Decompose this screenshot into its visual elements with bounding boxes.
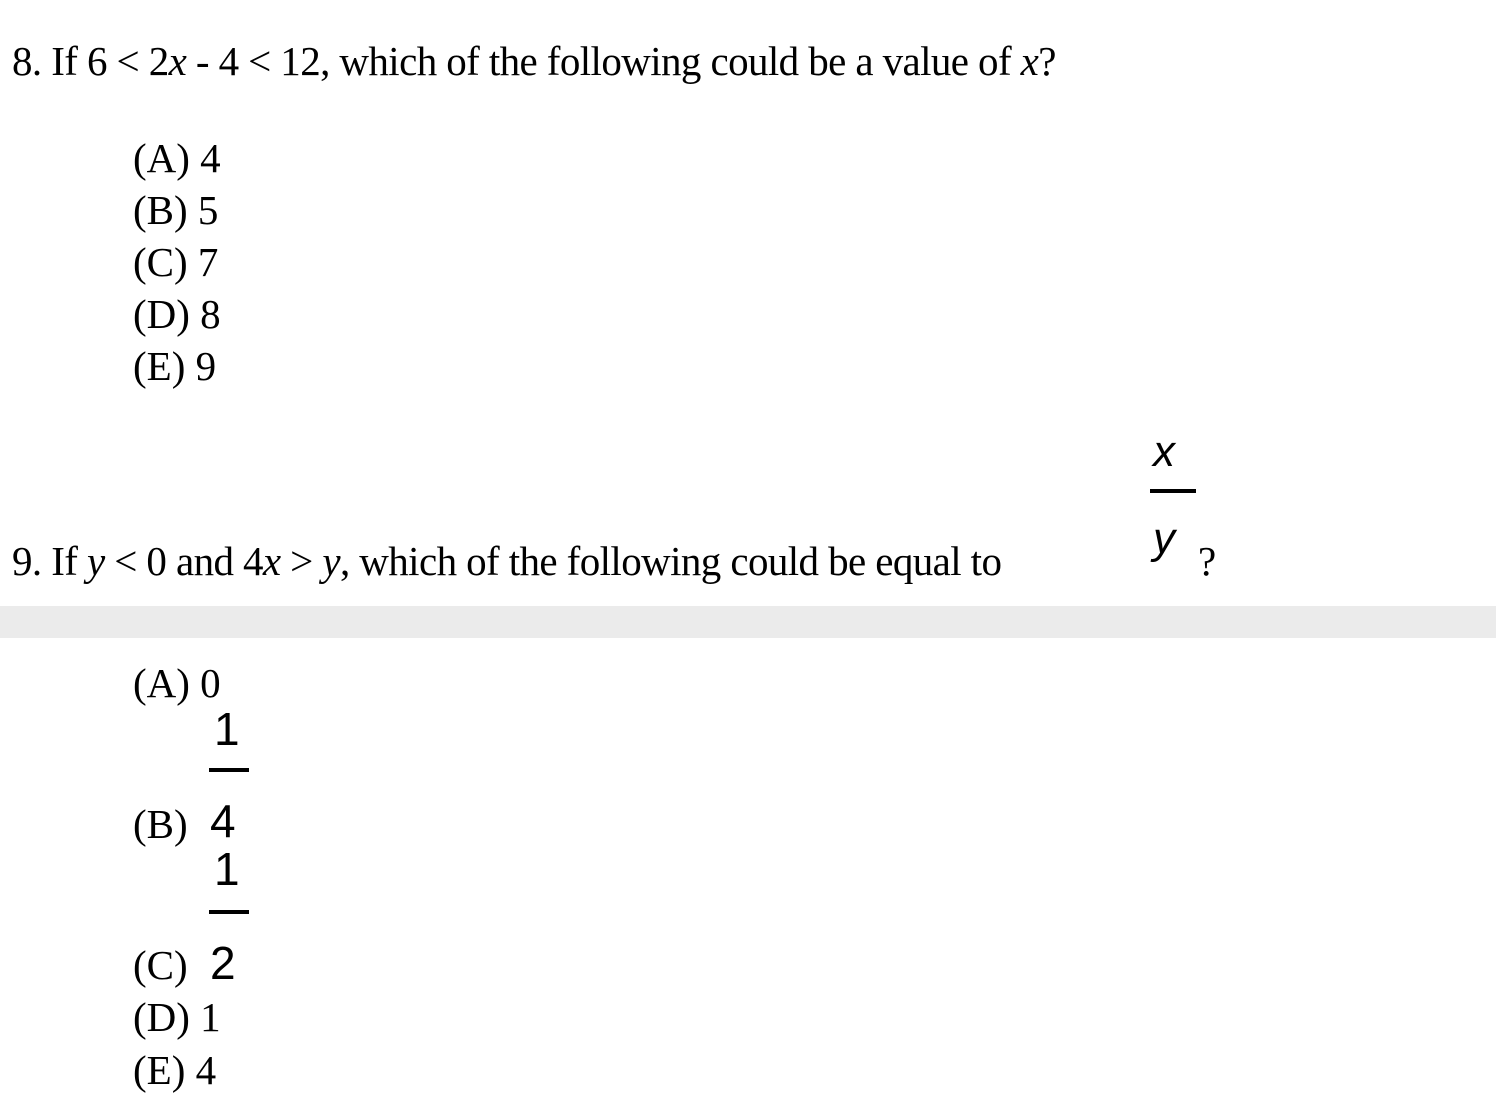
choice-letter: (C) bbox=[133, 239, 188, 285]
fraction-numerator: 1 bbox=[214, 703, 240, 755]
variable-x: x bbox=[1020, 38, 1039, 84]
choice-value: 9 bbox=[195, 343, 217, 389]
variable-x: x bbox=[168, 38, 187, 84]
choice-a[interactable] bbox=[133, 132, 221, 184]
choice-value: 4 bbox=[195, 1047, 217, 1093]
stem-text: - 4 < 12, which of the following could be a value of bbox=[186, 38, 1021, 84]
choice-letter: (E) bbox=[133, 343, 186, 389]
choice-value: 8 bbox=[200, 291, 221, 337]
variable-y: y bbox=[86, 538, 105, 584]
question-8-choices bbox=[133, 132, 221, 392]
choice-letter: (B) bbox=[133, 187, 188, 233]
choice-letter: (D) bbox=[133, 994, 190, 1040]
section-divider bbox=[0, 606, 1496, 638]
question-8-stem bbox=[12, 38, 1056, 84]
stem-text: If bbox=[51, 538, 87, 584]
choice-value: 5 bbox=[197, 187, 219, 233]
stem-text: ? bbox=[1038, 38, 1056, 84]
choice-letter: (C) bbox=[133, 942, 188, 988]
fraction-bar bbox=[209, 768, 249, 772]
stem-text: , which of the following could be equal to bbox=[339, 538, 1002, 584]
choice-e[interactable] bbox=[133, 340, 221, 392]
choice-letter: (B) bbox=[133, 801, 188, 847]
variable-x: x bbox=[262, 538, 281, 584]
fraction-denominator: 4 bbox=[210, 795, 236, 847]
choice-letter: (E) bbox=[133, 1047, 186, 1093]
choice-letter: (A) bbox=[133, 660, 190, 706]
choice-a[interactable] bbox=[133, 660, 221, 706]
fraction-numerator: 1 bbox=[214, 843, 240, 895]
choice-value: 1 bbox=[200, 994, 221, 1040]
question-9-stem bbox=[12, 538, 1002, 584]
choice-d[interactable] bbox=[133, 288, 221, 340]
choice-d[interactable] bbox=[133, 994, 221, 1040]
fraction-bar bbox=[209, 910, 249, 914]
choice-b[interactable] bbox=[133, 184, 221, 236]
stem-text: > bbox=[280, 538, 323, 584]
variable-y: y bbox=[322, 538, 340, 584]
question-number: 8. bbox=[12, 38, 42, 84]
stem-text: If 6 < 2 bbox=[51, 38, 169, 84]
choice-letter: (D) bbox=[133, 291, 190, 337]
fraction-denominator: 2 bbox=[210, 937, 236, 989]
fraction-numerator-x: x bbox=[1153, 427, 1175, 476]
fraction-denominator-y: y bbox=[1153, 514, 1175, 563]
choice-c[interactable] bbox=[133, 236, 221, 288]
choice-letter: (A) bbox=[133, 135, 190, 181]
choice-e[interactable] bbox=[133, 1047, 217, 1093]
choice-value: 4 bbox=[200, 135, 221, 181]
question-number: 9. bbox=[12, 538, 42, 584]
choice-value: 0 bbox=[200, 660, 221, 706]
stem-text: < 0 and 4 bbox=[104, 538, 263, 584]
choice-value: 7 bbox=[197, 239, 219, 285]
fraction-bar bbox=[1150, 489, 1196, 493]
question-mark: ? bbox=[1198, 538, 1217, 584]
